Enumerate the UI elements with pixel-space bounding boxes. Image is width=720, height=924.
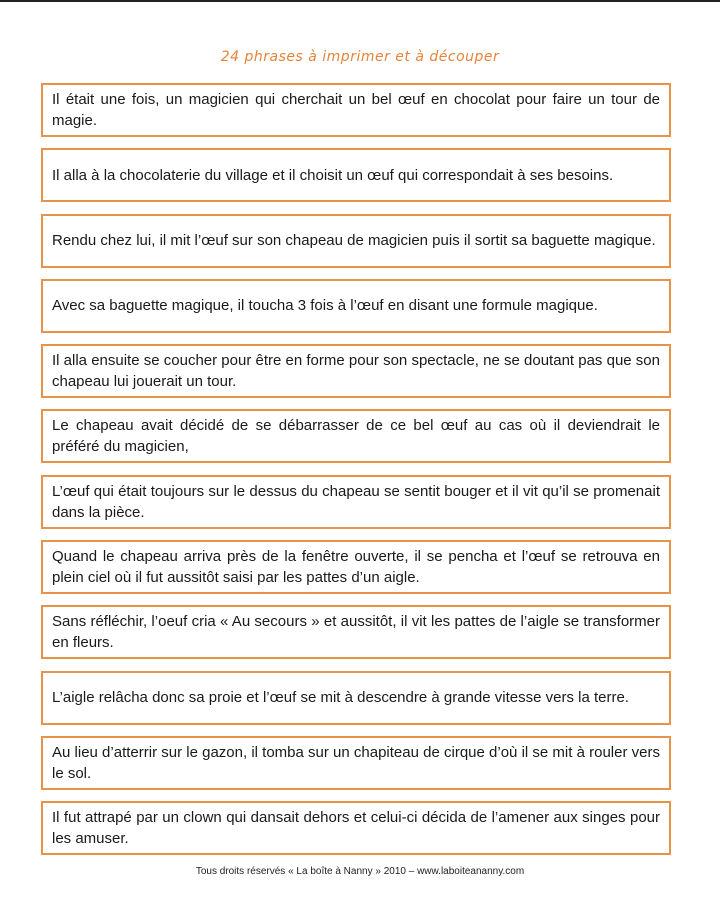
phrase-text: Le chapeau avait décidé de se débarrasser de ce bel œuf au cas où il deviendrait le préféré du magicien, bbox=[52, 417, 660, 456]
phrase-text: Il alla à la chocolaterie du village et il choisit un œuf qui correspondait à ses besoins. bbox=[52, 166, 614, 184]
phrase-text: Quand le chapeau arriva près de la fenêtre ouverte, il se pencha et l’œuf se retrouva en plein ciel où il fut aussitôt saisi par les pattes d’un aigle. bbox=[52, 548, 660, 587]
phrase-text: Il alla ensuite se coucher pour être en forme pour son spectacle, ne se doutant pas que son chapeau lui jouerait un tour. bbox=[52, 352, 660, 391]
phrase-card-12 bbox=[41, 801, 671, 855]
phrase-list bbox=[41, 83, 671, 867]
phrase-card-7 bbox=[41, 475, 671, 529]
phrase-card-4 bbox=[41, 279, 671, 333]
phrase-text: Il était une fois, un magicien qui cherchait un bel œuf en chocolat pour faire un tour de magie. bbox=[52, 91, 660, 129]
phrase-card-10 bbox=[41, 671, 671, 725]
phrase-card-2 bbox=[41, 148, 671, 202]
phrase-text: L’aigle relâcha donc sa proie et l’œuf se mit à descendre à grande vitesse vers la terre. bbox=[52, 689, 629, 707]
phrase-text: Sans réfléchir, l’oeuf cria « Au secours » et aussitôt, il vit les pattes de l’aigle se transformer en fleurs. bbox=[52, 613, 660, 652]
top-border-line bbox=[0, 0, 720, 2]
copyright-footer: Tous droits réservés « La boîte à Nanny » 2010 – www.laboiteananny.com bbox=[195, 866, 525, 877]
phrase-card-6 bbox=[41, 409, 671, 463]
phrase-text: Il fut attrapé par un clown qui dansait dehors et celui-ci décida de l’amener aux singes pour les amuser. bbox=[52, 809, 660, 848]
page-title: 24 phrases à imprimer et à découper bbox=[220, 49, 500, 65]
phrase-card-8 bbox=[41, 540, 671, 594]
phrase-text: Au lieu d’atterrir sur le gazon, il tomba sur un chapiteau de cirque d’où il se mit à rouler vers le sol. bbox=[52, 743, 660, 782]
phrase-card-9 bbox=[41, 605, 671, 659]
phrase-card-11 bbox=[41, 736, 671, 790]
phrase-text: Avec sa baguette magique, il toucha 3 fois à l’œuf en disant une formule magique. bbox=[52, 297, 598, 315]
phrase-text: Rendu chez lui, il mit l’œuf sur son chapeau de magicien puis il sortit sa baguette magique. bbox=[52, 232, 656, 250]
phrase-card-5 bbox=[41, 344, 671, 398]
phrase-text: L’œuf qui était toujours sur le dessus du chapeau se sentit bouger et il vit qu’il se promenait dans la pièce. bbox=[52, 482, 660, 521]
phrase-card-3 bbox=[41, 214, 671, 268]
phrase-card-1 bbox=[41, 83, 671, 137]
